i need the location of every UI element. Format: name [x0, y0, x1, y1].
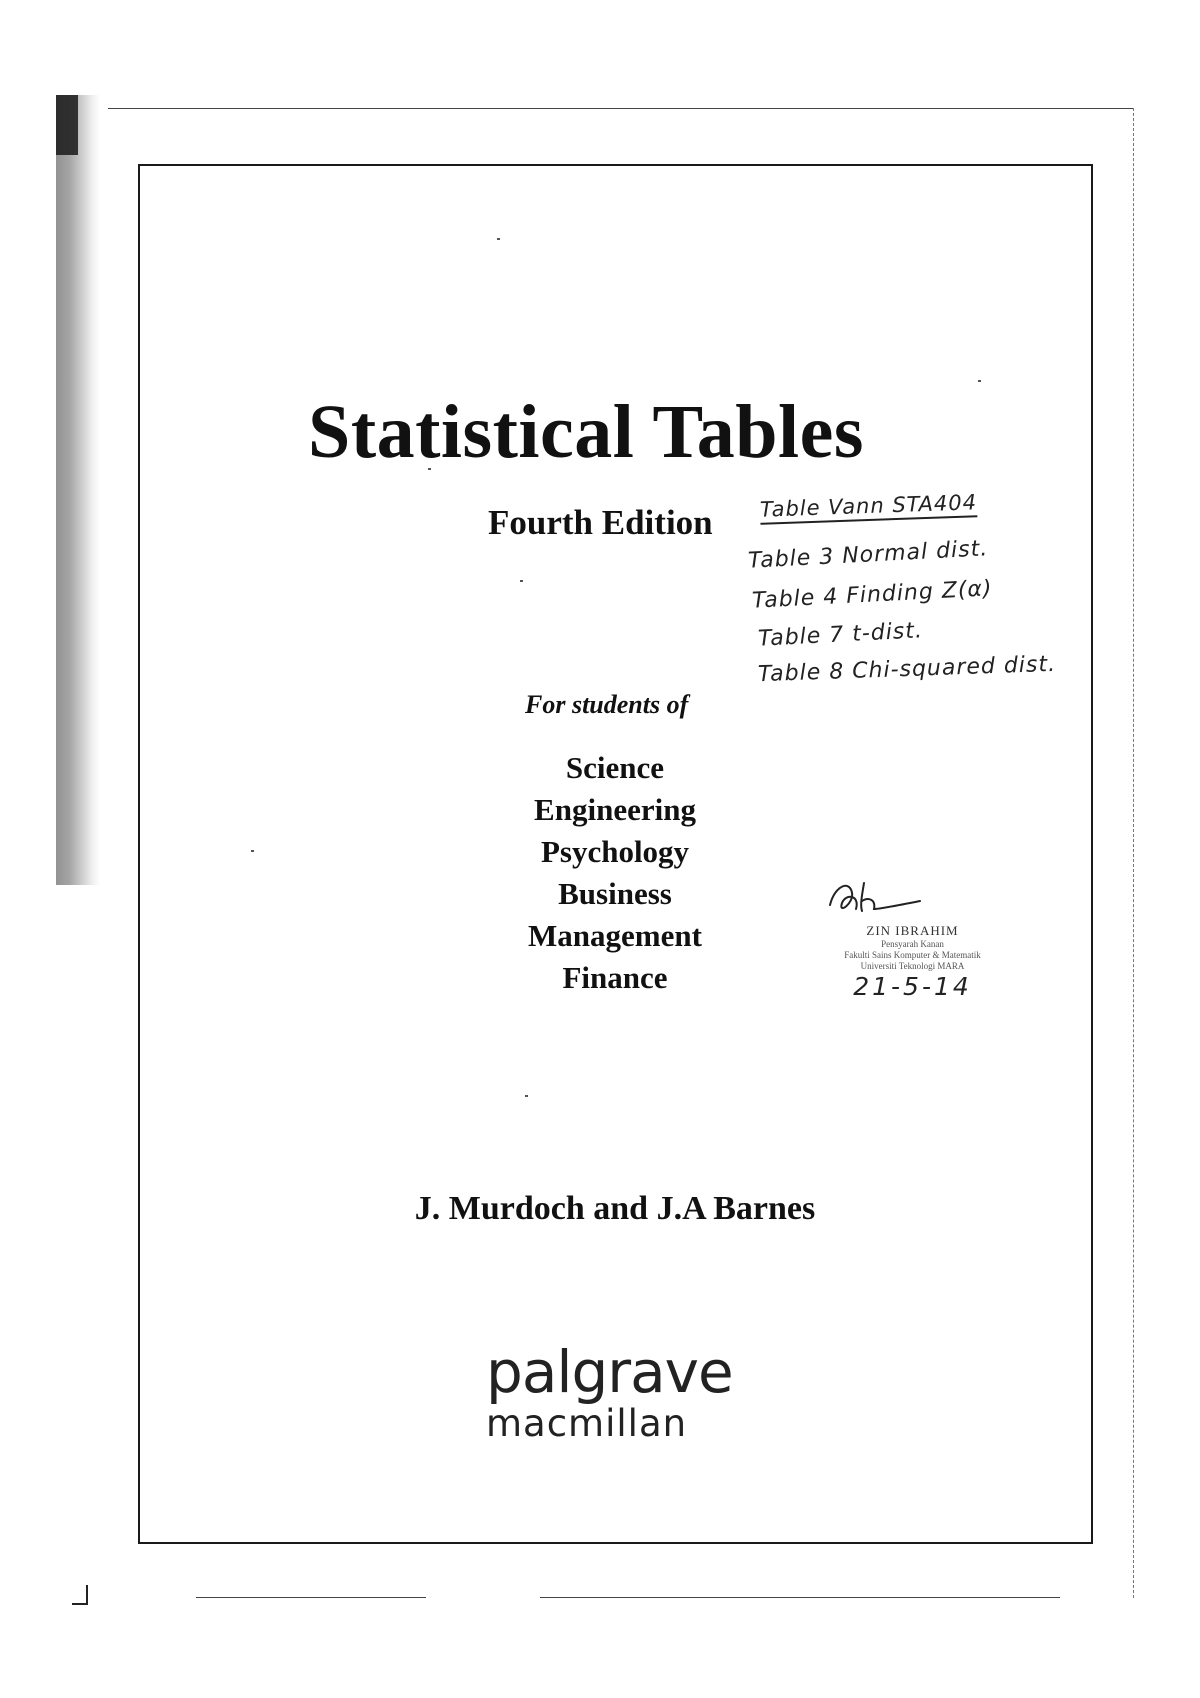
publisher-name: palgrave [486, 1338, 733, 1406]
edition-label: Fourth Edition [488, 503, 713, 542]
note-line: Table 8 Chi-squared dist. [757, 651, 1057, 688]
stamp-date: 21-5-14 [853, 972, 972, 1001]
publisher-sub: macmillan [486, 1402, 688, 1445]
audience-heading: For students of [525, 690, 689, 719]
subject-item: Science [565, 750, 665, 785]
book-title: Statistical Tables [308, 389, 864, 474]
page-edge-top [108, 108, 1133, 109]
stamp-line: Pensyarah Kanan [881, 939, 944, 949]
stamp-line: Fakulti Sains Komputer & Matematik [844, 950, 981, 960]
handwritten-notes [747, 490, 1058, 688]
page-edge-bottom-left [196, 1597, 426, 1598]
scan-edge-mark [56, 95, 78, 155]
signature-scribble [790, 875, 950, 923]
page-edge-bottom-right [540, 1597, 1060, 1598]
subject-item: Management [528, 918, 702, 953]
crop-corner-mark [72, 1585, 88, 1605]
publisher-logo [486, 1338, 733, 1445]
note-header: Table Vann STA404 [760, 492, 978, 525]
scan-edge-shadow [56, 95, 100, 885]
subject-item: Business [558, 876, 672, 911]
subject-item: Engineering [534, 792, 696, 827]
stamp-name: ZIN IBRAHIM [866, 923, 959, 938]
subject-item: Finance [562, 960, 668, 995]
subject-list [475, 747, 755, 999]
note-line: Table 4 Finding Z(α) [751, 576, 994, 614]
stamp-line: Universiti Teknologi MARA [860, 961, 965, 971]
authors: J. Murdoch and J.A Barnes [414, 1190, 816, 1227]
note-line: Table 7 t-dist. [757, 618, 924, 652]
page-edge-right [1133, 108, 1134, 1598]
signature-stamp [790, 875, 1035, 1001]
subject-item: Psychology [540, 834, 690, 869]
note-line: Table 3 Normal dist. [747, 536, 989, 574]
